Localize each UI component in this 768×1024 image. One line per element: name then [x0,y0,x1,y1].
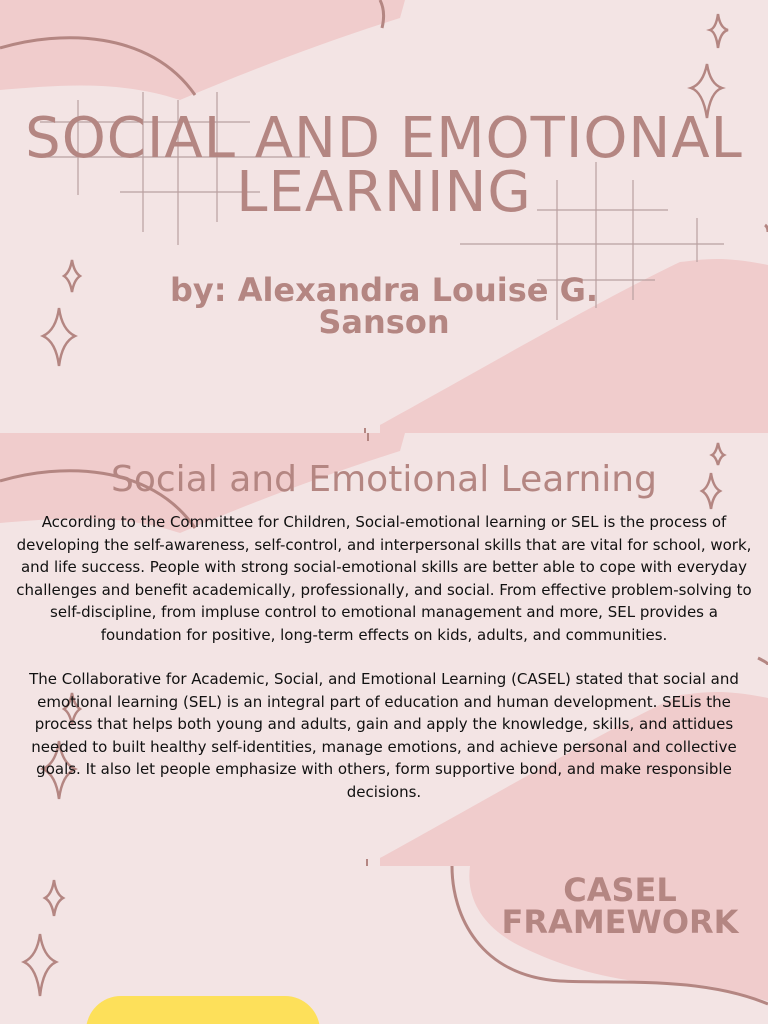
author-line-1: by: Alexandra Louise G. [169,271,598,309]
section-heading: Social and Emotional Learning [111,459,657,500]
sparkle-icon [24,880,63,996]
pink-blob [0,0,405,100]
title-line-2: LEARNING [236,160,532,225]
title-slide [0,0,768,433]
title-line-1: SOCIAL AND EMOTIONAL [25,106,743,171]
slide-title [0,106,768,225]
highlight-shape [86,996,320,1024]
body-text [12,511,756,825]
content-slide [0,433,768,866]
paragraph-1: According to the Committee for Children, Social-emotional learning or SEL is the process of developing the self-awareness, self-control, and interpersonal skills that are vital for school, work, and life success. People with strong social-emotional skills are better able to cope with everyday challenges and benefit academically, professionally, and social. From effective problem-solving to self-discipline, from impluse control to emotional management and more, SEL provides a foundation for positive, long-term effects on kids, adults, and communities. [16,513,752,644]
author-byline [0,271,768,341]
framework-heading-line-1: CASEL [563,871,677,909]
framework-heading-line-2: FRAMEWORK [501,903,739,941]
author-line-2: Sanson [318,303,450,341]
framework-slide [0,866,768,1024]
framework-heading [480,871,760,941]
paragraph-2: The Collaborative for Academic, Social, and Emotional Learning (CASEL) stated that social and emotional learning (SEL) is an integral part of education and human development. SELis the process that helps both young and adults, gain and apply the knowledge, skills, and attidues needed to built healthy self-identities, manage emotions, and achieve personal and collective goals. It also let people emphasize with others, form supportive bond, and make responsible decisions. [29,670,739,801]
